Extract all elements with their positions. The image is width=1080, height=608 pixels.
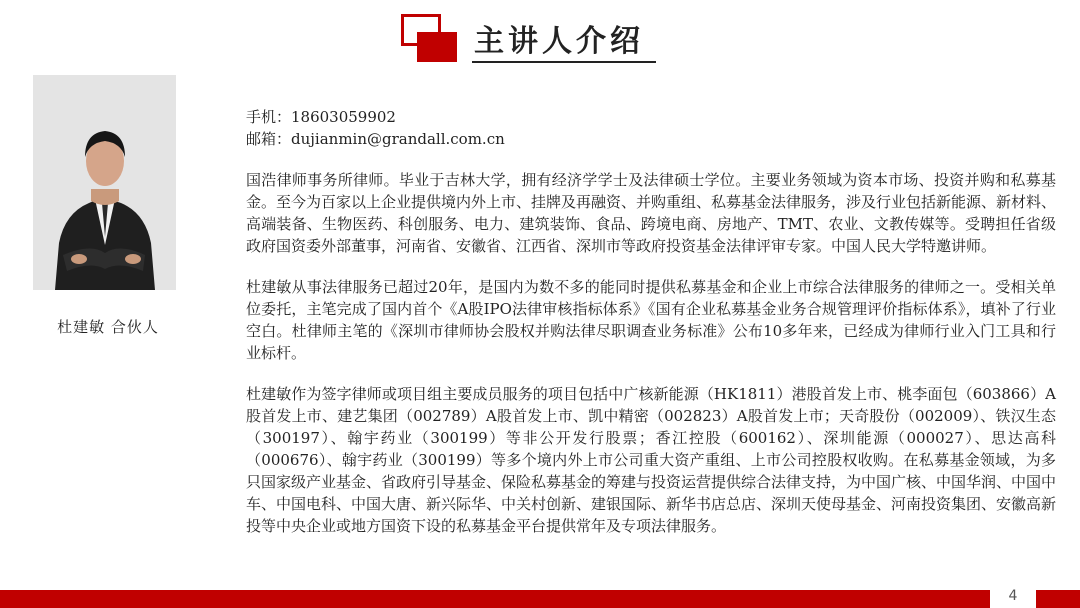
page-number: 4 — [1008, 588, 1018, 604]
logo-mark — [401, 14, 457, 62]
bio-paragraph-2: 杜建敏从事法律服务已超过20年，是国内为数不多的能同时提供私募基金和企业上市综合法律服务的律师之一。受相关单位委托，主笔完成了国内首个《A股IPO法律审核指标体系》《国有企业私募基金业务合规管理评价指标体系》，填补了行业空白。杜律师主笔的《深圳市律师协会股权并购法律尽职调查业务标准》公布10多年来，已经成为律师行业入门工具和行业标杆。 — [246, 278, 1056, 362]
speaker-name-title: 杜建敏 合伙人 — [57, 318, 159, 336]
bio-content — [246, 106, 1056, 537]
logo-filled-square — [417, 32, 457, 62]
bio-paragraph-1: 国浩律师事务所律师。毕业于吉林大学，拥有经济学学士及法律硕士学位。主要业务领域为资本市场、投资并购和私募基金。至今为百家以上企业提供境内外上市、挂牌及再融资、并购重组、私募基金法律服务，涉及行业包括新能源、新材料、高端装备、生物医药、科创服务、电力、建筑装饰、食品、跨境电商、房地产、TMT、农业、文教传媒等。受聘担任省级政府国资委外部董事，河南省、安徽省、江西省、深圳市等政府投资基金法律评审专家。中国人民大学特邀讲师。 — [246, 171, 1057, 255]
contact-email: 邮箱：dujianmin@grandall.com.cn — [246, 130, 505, 148]
contact-phone: 手机：18603059902 — [246, 108, 396, 126]
speaker-photo — [33, 75, 176, 290]
portrait-icon — [33, 75, 176, 290]
footer-bar-right — [1036, 590, 1080, 608]
bio-paragraph-3: 杜建敏作为签字律师或项目组主要成员服务的项目包括中广核新能源（HK1811）港股首发上市、桃李面包（603866）A股首发上市、建艺集团（002789）A股首发上市、凯中精密（002823）A股首发上市；天奇股份（002009）、铁汉生态（300197）、翰宇药业（300199）等非公开发行股票；香江控股（600162）、深圳能源（000027）、思达高科（000676）、翰宇药业（300199）等多个境内外上市公司重大资产重组、上市公司控股权收购。在私募基金领域，为多只国家级产业基金、省政府引导基金、保险私募基金的筹建与投资运营提供综合法律支持，为中国广核、中国华润、中国中车、中国电科、中国大唐、新兴际华、中关村创新、建银国际、新华书店总店、深圳天使母基金、河南投资集团、安徽高新投等中央企业或地方国资下设的私募基金平台提供常年及专项法律服务。 — [246, 385, 1057, 535]
title-underline — [472, 61, 656, 63]
slide-title: 主讲人介绍 — [474, 24, 644, 59]
footer-bar-left — [0, 590, 990, 608]
